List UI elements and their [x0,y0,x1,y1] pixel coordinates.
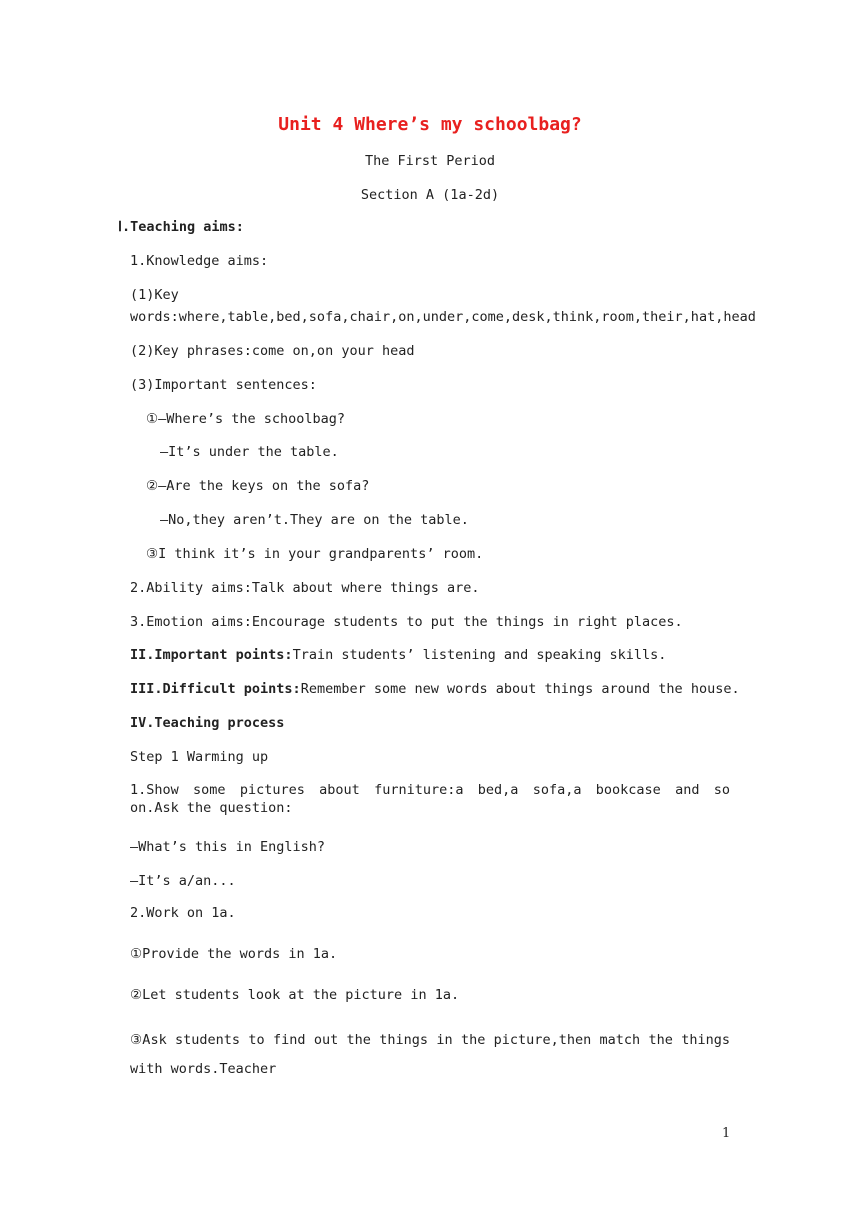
step-1-heading: Step 1 Warming up [130,749,269,765]
provide-words: ①Provide the words in 1a. [130,946,338,962]
look-at-picture: ②Let students look at the picture in 1a. [130,987,460,1003]
knowledge-aims: 1.Knowledge aims: [130,253,269,269]
heading-teaching-aims: Ⅰ.Teaching aims: [118,219,244,235]
key-words-label: (1)Key [130,287,179,303]
show-pictures-paragraph: 1.Show some pictures about furniture:a bed,a sofa,a bookcase and so on.Ask the question: [130,782,730,816]
key-phrases: (2)Key phrases:come on,on your head [130,343,415,359]
work-on-1a: 2.Work on 1a. [130,905,236,921]
page-number: 1 [722,1126,731,1141]
find-things-paragraph: ③Ask students to find out the things in the picture,then match the things with words.Teacher [130,1032,730,1077]
important-points-label: II.Important points: [130,647,293,663]
key-words-list: words:where,table,bed,sofa,chair,on,under,come,desk,think,room,their,hat,head [130,309,756,325]
important-sentences: (3)Important sentences: [130,377,317,393]
difficult-points-label: III.Difficult points: [130,681,301,697]
question-line: —What’s this in English? [130,839,326,855]
emotion-aims: 3.Emotion aims:Encourage students to put the things in right places. [130,614,683,630]
section-subtitle: Section A (1a-2d) [360,187,500,203]
sentence-2: ②—Are the keys on the sofa? [146,478,370,494]
sentence-1-answer: —It’s under the table. [160,444,339,460]
sentence-3: ③I think it’s in your grandparents’ room. [146,546,484,562]
important-points [130,646,666,664]
difficult-points [130,680,740,698]
ability-aims: 2.Ability aims:Talk about where things are. [130,580,480,596]
sentence-2-answer: —No,they aren’t.They are on the table. [160,512,469,528]
important-points-text: Train students’ listening and speaking skills. [292,647,667,663]
document-title: Unit 4 Where’s my schoolbag? [278,114,582,135]
difficult-points-text: Remember some new words about things around the house. [300,681,740,697]
heading-teaching-process: IV.Teaching process [130,715,285,731]
period-subtitle: The First Period [364,153,496,169]
answer-line: —It’s a/an... [130,873,236,889]
sentence-1: ①—Where’s the schoolbag? [146,411,346,427]
